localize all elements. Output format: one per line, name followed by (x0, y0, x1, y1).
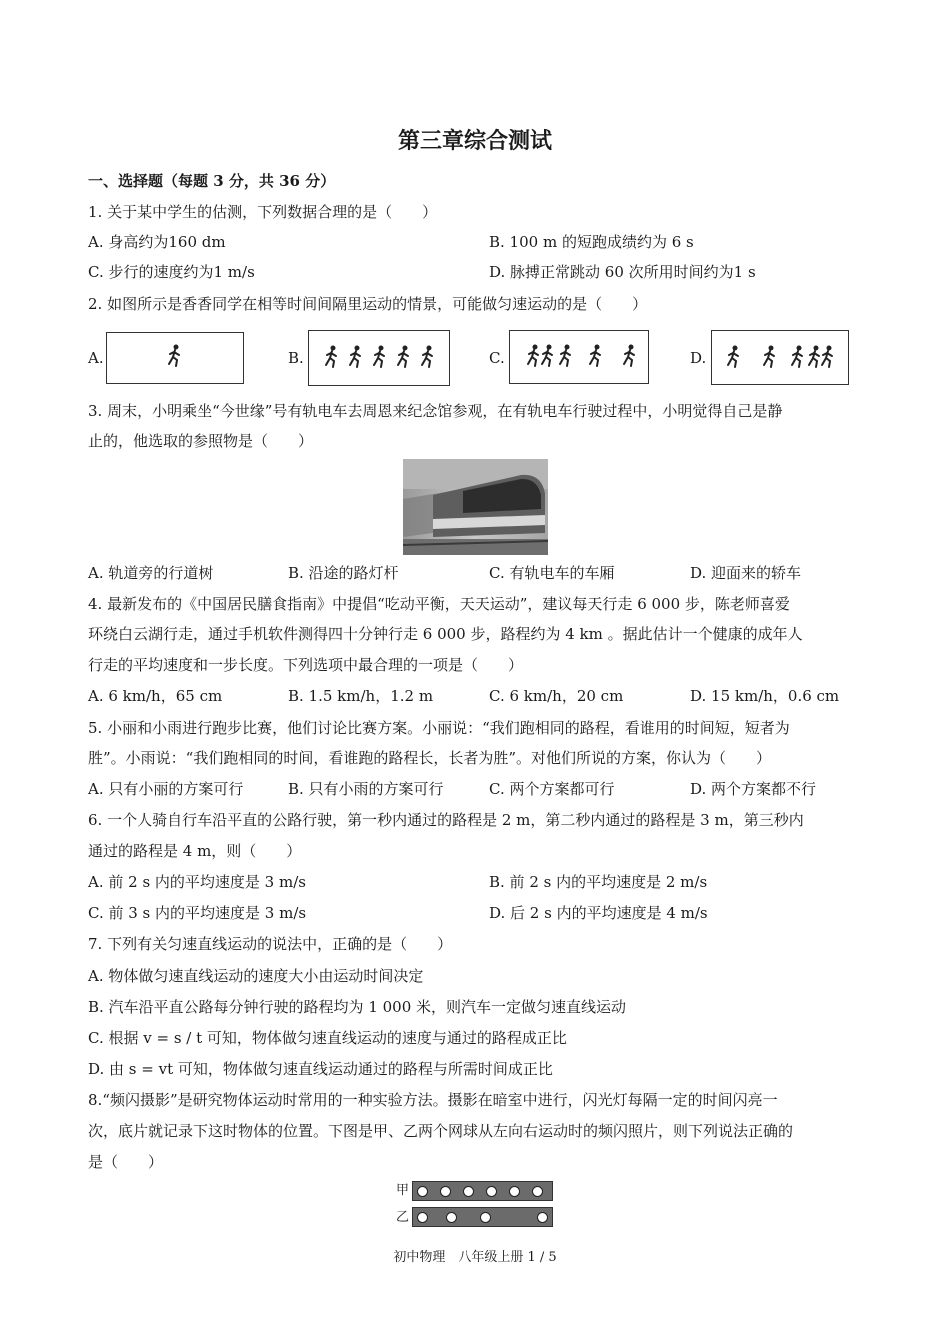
tennis-ball (417, 1186, 428, 1197)
runner-icon (372, 345, 388, 369)
tennis-ball (440, 1186, 451, 1197)
q2-option-b: B. (288, 349, 304, 367)
page-title: 第三章综合测试 (397, 128, 552, 154)
q1-option-d: D. 脉搏正常跳动 60 次所用时间约为1 s (489, 263, 756, 281)
tennis-ball (537, 1212, 548, 1223)
q2-stem: 2. 如图所示是香香同学在相等时间间隔里运动的情景，可能做匀速运动的是（ ） (88, 295, 648, 313)
tennis-ball (509, 1186, 520, 1197)
q1-option-b: B. 100 m 的短跑成绩约为 6 s (489, 233, 694, 251)
strobe-strip-jia (412, 1181, 553, 1201)
q7-stem: 7. 下列有关匀速直线运动的说法中，正确的是（ ） (88, 935, 453, 953)
q6-stem-line2: 通过的路程是 4 m，则（ ） (88, 842, 302, 860)
runner-figure-c (509, 330, 649, 384)
q4-option-d: D. 15 km/h，0.6 cm (690, 687, 840, 705)
q3-option-c: C. 有轨电车的车厢 (489, 564, 615, 582)
q4-option-c: C. 6 km/h，20 cm (489, 687, 624, 705)
tennis-ball (417, 1212, 428, 1223)
strobe-strip-yi (412, 1207, 553, 1227)
q1-option-c: C. 步行的速度约为1 m/s (88, 263, 255, 281)
q6-stem-line1: 6. 一个人骑自行车沿平直的公路行驶，第一秒内通过的路程是 2 m，第二秒内通过的路程是 3 m，第三秒内 (88, 811, 804, 829)
q3-option-d: D. 迎面来的轿车 (690, 564, 802, 582)
runner-figure-d (711, 330, 849, 385)
q7-option-d: D. 由 s = vt 可知，物体做匀速直线运动通过的路程与所需时间成正比 (88, 1060, 553, 1078)
q1-option-a: A. 身高约为160 dm (88, 233, 226, 251)
q5-stem-line1: 5. 小丽和小雨进行跑步比赛，他们讨论比赛方案。小丽说：“我们跑相同的路程，看谁用的时间短，短者为 (88, 719, 790, 737)
runner-icon (348, 345, 364, 369)
q8-stem-line3: 是（ ） (88, 1153, 164, 1171)
q3-stem-line1: 3. 周末，小明乘坐“今世缘”号有轨电车去周恩来纪念馆参观，在有轨电车行驶过程中，小明觉得自己是静 (88, 402, 783, 420)
runner-icon (762, 345, 778, 369)
q4-stem-line3: 行走的平均速度和一步长度。下列选项中最合理的一项是（ ） (88, 656, 524, 674)
tennis-ball (446, 1212, 457, 1223)
q5-option-a: A. 只有小丽的方案可行 (88, 780, 244, 798)
q3-option-b: B. 沿途的路灯杆 (288, 564, 399, 582)
q4-option-b: B. 1.5 km/h，1.2 m (288, 687, 434, 705)
tennis-ball (486, 1186, 497, 1197)
q5-option-d: D. 两个方案都不行 (690, 780, 817, 798)
runner-icon (820, 345, 836, 369)
q8-stem-line2: 次，底片就记录下这时物体的位置。下图是甲、乙两个网球从左向右运动时的频闪照片，则下列说法正确的 (88, 1122, 794, 1140)
q3-option-a: A. 轨道旁的行道树 (88, 564, 214, 582)
runner-icon (558, 344, 574, 368)
tennis-ball (532, 1186, 543, 1197)
runner-icon (622, 344, 638, 368)
runner-icon (324, 345, 340, 369)
runner-icon (588, 344, 604, 368)
q2-option-a: A. (88, 349, 104, 367)
q7-option-b: B. 汽车沿平直公路每分钟行驶的路程均为 1 000 米，则汽车一定做匀速直线运动 (88, 998, 627, 1016)
q3-stem-line2: 止的，他选取的参照物是（ ） (88, 432, 314, 450)
q2-option-c: C. (489, 349, 505, 367)
q4-stem-line1: 4. 最新发布的《中国居民膳食指南》中提倡“吃动平衡，天天运动”，建议每天行走 6 000 步，陈老师喜爱 (88, 595, 790, 613)
q6-option-d: D. 后 2 s 内的平均速度是 4 m/s (489, 904, 708, 922)
q7-option-c: C. 根据 v = s / t 可知，物体做匀速直线运动的速度与通过的路程成正比 (88, 1029, 567, 1047)
runner-figure-a (106, 332, 244, 384)
q8-stem-line1: 8.“频闪摄影”是研究物体运动时常用的一种实验方法。摄影在暗室中进行，闪光灯每隔一定的时间闪亮一 (88, 1091, 778, 1109)
tennis-ball (463, 1186, 474, 1197)
q4-option-a: A. 6 km/h，65 cm (88, 687, 223, 705)
q6-option-c: C. 前 3 s 内的平均速度是 3 m/s (88, 904, 307, 922)
q6-option-b: B. 前 2 s 内的平均速度是 2 m/s (489, 873, 708, 891)
q5-stem-line2: 胜”。小雨说：“我们跑相同的时间，看谁跑的路程长，长者为胜”。对他们所说的方案，你认为（ ） (88, 749, 772, 767)
q7-option-a: A. 物体做匀速直线运动的速度大小由运动时间决定 (88, 967, 424, 985)
tennis-ball (480, 1212, 491, 1223)
runner-icon (167, 344, 183, 368)
tram-photo (403, 459, 548, 555)
q4-stem-line2: 环绕白云湖行走，通过手机软件测得四十分钟行走 6 000 步，路程约为 4 km 。据此估计一个健康的成年人 (88, 625, 803, 643)
runner-figure-b (308, 330, 450, 386)
runner-icon (540, 344, 556, 368)
q6-option-a: A. 前 2 s 内的平均速度是 3 m/s (88, 873, 306, 891)
runner-icon (726, 345, 742, 369)
section-heading: 一、选择题（每题 3 分，共 36 分） (88, 172, 336, 190)
q5-option-b: B. 只有小雨的方案可行 (288, 780, 444, 798)
runner-icon (396, 345, 412, 369)
strip-label-yi: 乙 (396, 1210, 410, 1225)
page-footer: 初中物理 八年级上册 1 / 5 (393, 1250, 557, 1265)
runner-icon (420, 345, 436, 369)
q1-stem: 1. 关于某中学生的估测，下列数据合理的是（ ） (88, 203, 438, 221)
q5-option-c: C. 两个方案都可行 (489, 780, 615, 798)
strip-label-jia: 甲 (396, 1183, 410, 1198)
q2-option-d: D. (690, 349, 707, 367)
runner-icon (790, 345, 806, 369)
